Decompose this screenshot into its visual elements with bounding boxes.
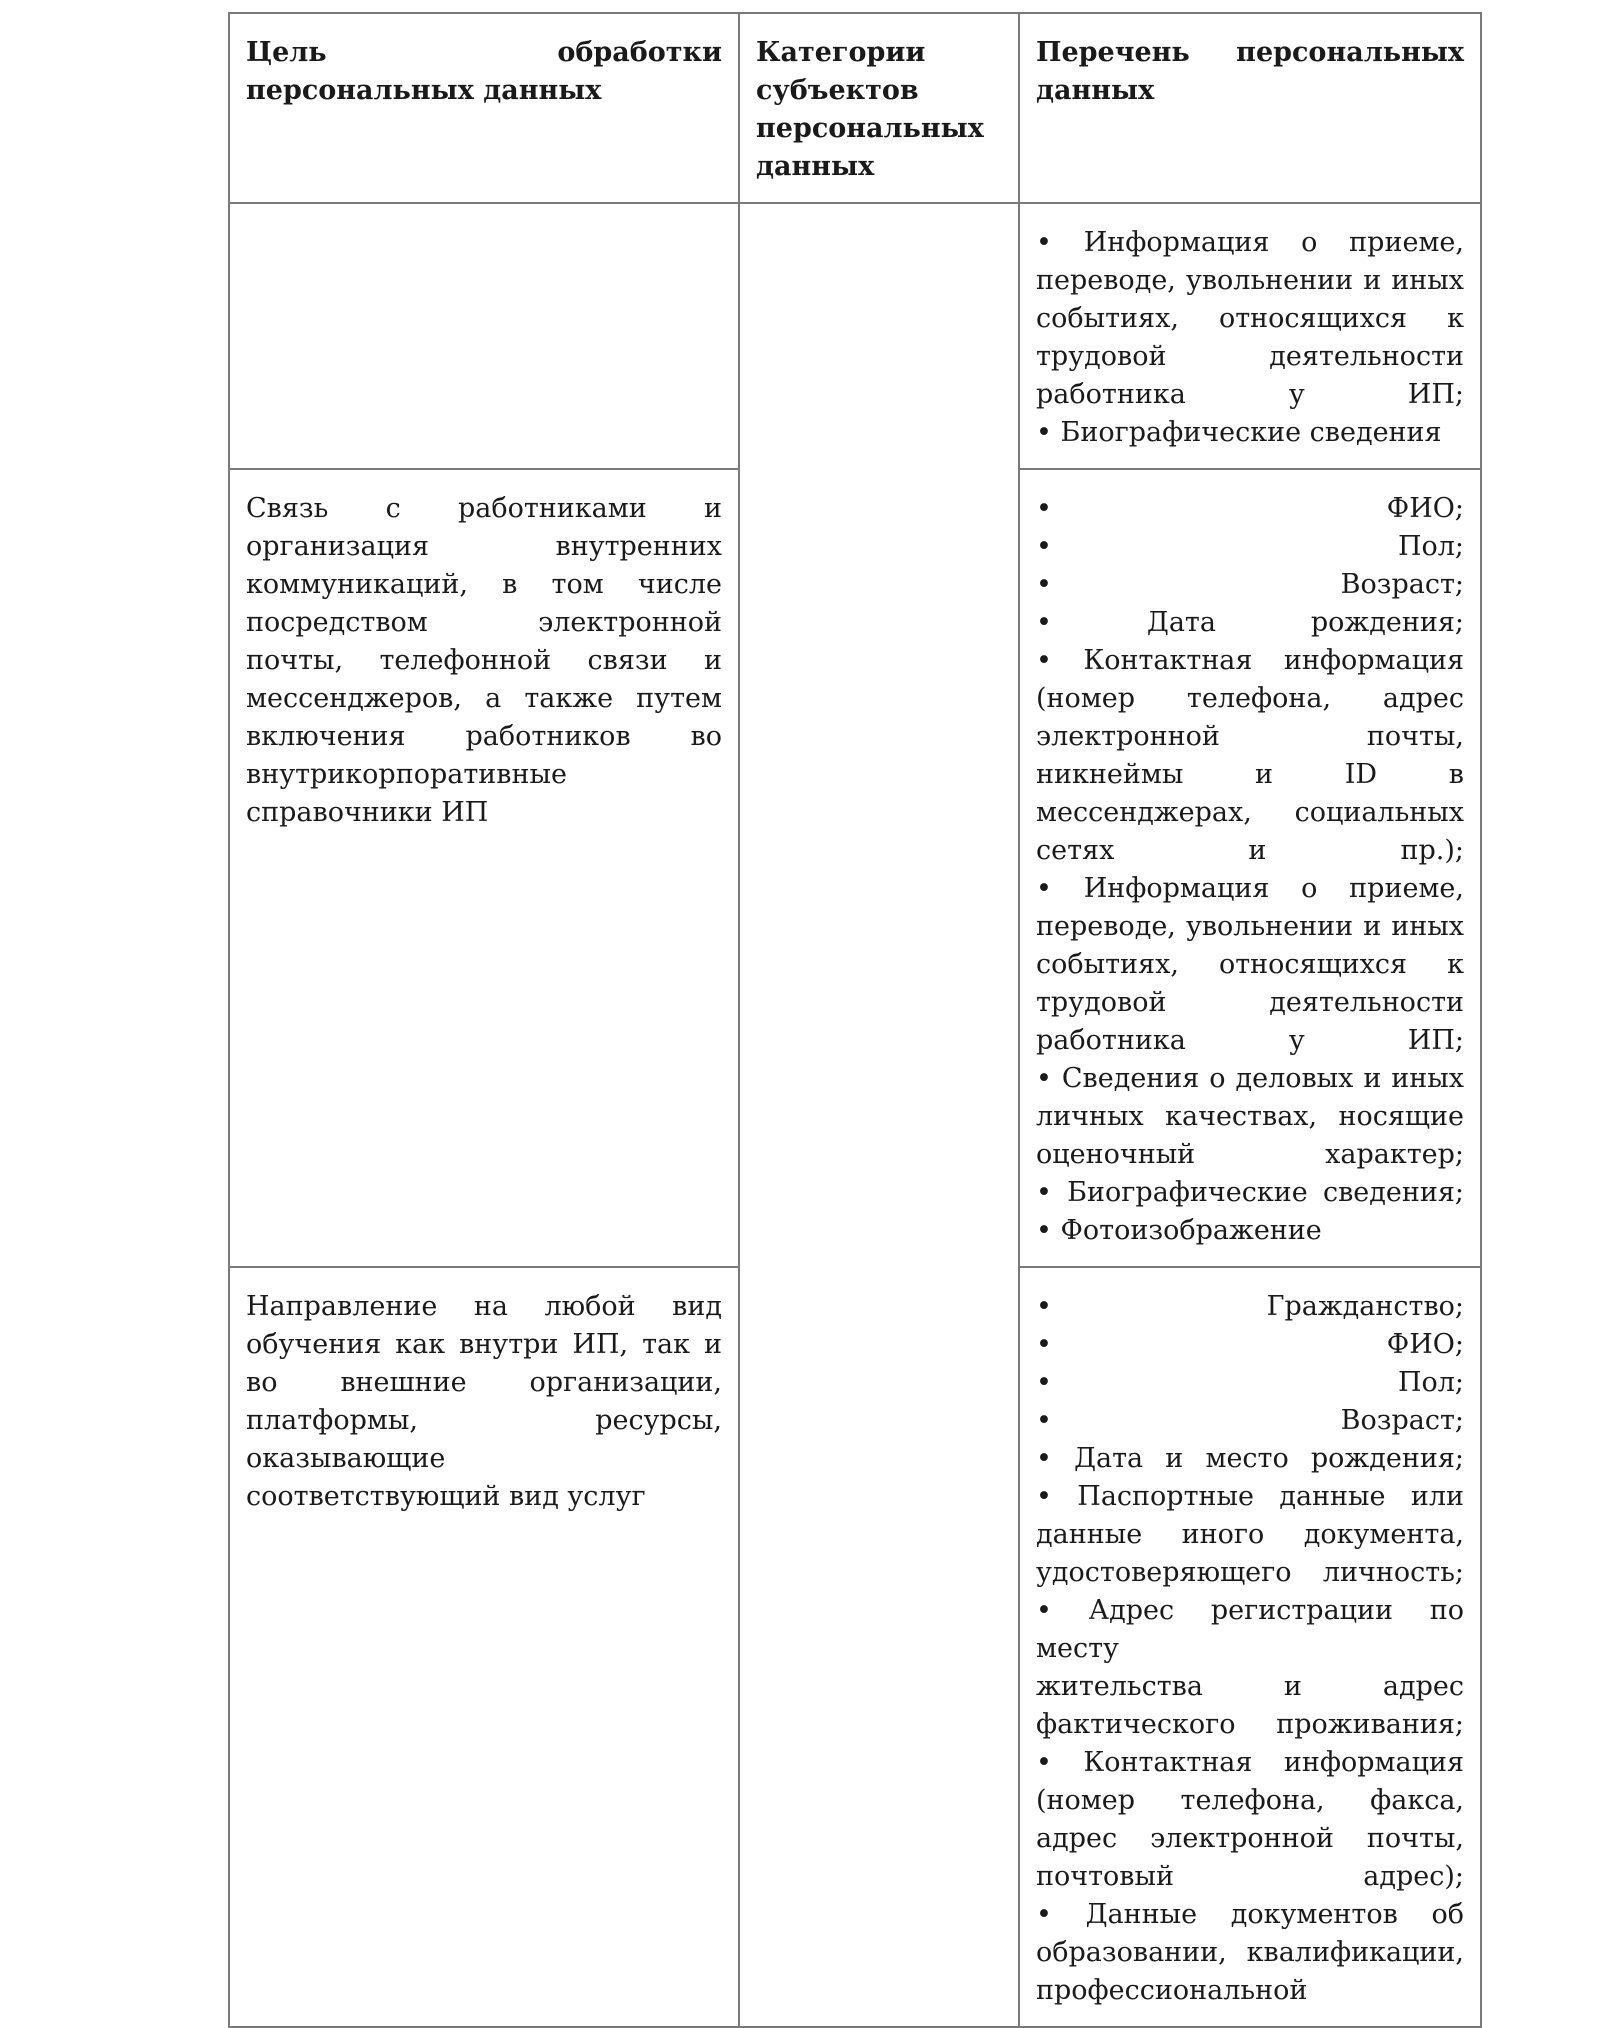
purpose-cell-empty [229, 203, 739, 469]
header-purpose: Цель обработки персональных данных [229, 13, 739, 203]
text-line: работника у ИП; [1036, 1025, 1464, 1056]
table-row [229, 203, 1481, 469]
text-line: оценочный характер; [1036, 1139, 1464, 1170]
text-line: • Информация о приеме, [1036, 873, 1464, 904]
text-line: трудовой деятельности [1036, 987, 1464, 1018]
text-line: личных качествах, носящие [1036, 1101, 1464, 1132]
text-line: фактического проживания; [1036, 1709, 1464, 1740]
text-line: сетях и пр.); [1036, 835, 1464, 866]
text-line: • Контактная информация [1036, 645, 1464, 676]
text-line: работника у ИП; [1036, 379, 1464, 410]
text-line: включения работников во [246, 721, 722, 752]
text-line: удостоверяющего личность; [1036, 1557, 1464, 1588]
personal-data-table [228, 12, 1482, 2028]
text-line: почты, телефонной связи и [246, 645, 722, 676]
text-line: электронной почты, [1036, 721, 1464, 752]
text-line: • Данные документов об [1036, 1899, 1464, 1930]
text-line: профессиональной [1036, 1975, 1308, 2006]
text-line: Направление на любой вид [246, 1291, 722, 1322]
purpose-cell [229, 1267, 739, 2027]
text-line: платформы, ресурсы, [246, 1405, 722, 1436]
text-line: соответствующий вид услуг [246, 1481, 646, 1512]
text-line: (номер телефона, факса, [1036, 1785, 1464, 1816]
header-list: Перечень персональных данных [1019, 13, 1481, 203]
text-line: • Возраст; [1036, 569, 1464, 600]
text-line: • Сведения о деловых и иных [1036, 1063, 1464, 1094]
text-line: справочники ИП [246, 797, 489, 828]
text-line: внутрикорпоративные [246, 759, 567, 790]
text-line: событиях, относящихся к [1036, 949, 1464, 980]
text-line: адрес электронной почты, [1036, 1823, 1464, 1854]
text-line: • ФИО; [1036, 1329, 1464, 1360]
purpose-cell [229, 469, 739, 1267]
text-line: образовании, квалификации, [1036, 1937, 1464, 1968]
text-line: посредством электронной [246, 607, 722, 638]
text-line: мессенджерах, социальных [1036, 797, 1464, 828]
text-line: оказывающие [246, 1443, 446, 1474]
text-line: • ФИО; [1036, 493, 1464, 524]
text-line: событиях, относящихся к [1036, 303, 1464, 334]
text-line: • Информация о приеме, [1036, 227, 1464, 258]
text-line: почтовый адрес); [1036, 1861, 1464, 1892]
text-line: • Гражданство; [1036, 1291, 1464, 1322]
text-line: переводе, увольнении и иных [1036, 265, 1464, 296]
table-header-row [229, 13, 1481, 203]
text-line: обучения как внутри ИП, так и [246, 1329, 722, 1360]
text-line: трудовой деятельности [1036, 341, 1464, 372]
text-line: • Пол; [1036, 1367, 1464, 1398]
text-line: данные иного документа, [1036, 1519, 1464, 1550]
text-line: • Адрес регистрации по месту [1036, 1595, 1464, 1664]
text-line: жительства и адрес [1036, 1671, 1464, 1702]
text-line: • Контактная информация [1036, 1747, 1464, 1778]
text-line: во внешние организации, [246, 1367, 722, 1398]
text-line: коммуникаций, в том числе [246, 569, 722, 600]
text-line: • Пол; [1036, 531, 1464, 562]
text-line: • Биографические сведения; [1036, 1177, 1464, 1208]
list-cell [1019, 1267, 1481, 2027]
text-line: • Возраст; [1036, 1405, 1464, 1436]
list-cell [1019, 203, 1481, 469]
text-line: никнеймы и ID в [1036, 759, 1464, 790]
text-line: организация внутренних [246, 531, 722, 562]
text-line: (номер телефона, адрес [1036, 683, 1464, 714]
text-line: • Дата рождения; [1036, 607, 1464, 638]
text-line: • Паспортные данные или [1036, 1481, 1464, 1512]
text-line: • Биографические сведения [1036, 417, 1442, 448]
text-line: переводе, увольнении и иных [1036, 911, 1464, 942]
text-line: Связь с работниками и [246, 493, 722, 524]
categories-cell-empty [739, 203, 1019, 2027]
text-line: • Дата и место рождения; [1036, 1443, 1464, 1474]
text-line: мессенджеров, а также путем [246, 683, 722, 714]
list-cell [1019, 469, 1481, 1267]
header-categories: Категории субъектов персональных данных [739, 13, 1019, 203]
text-line: • Фотоизображение [1036, 1215, 1322, 1246]
